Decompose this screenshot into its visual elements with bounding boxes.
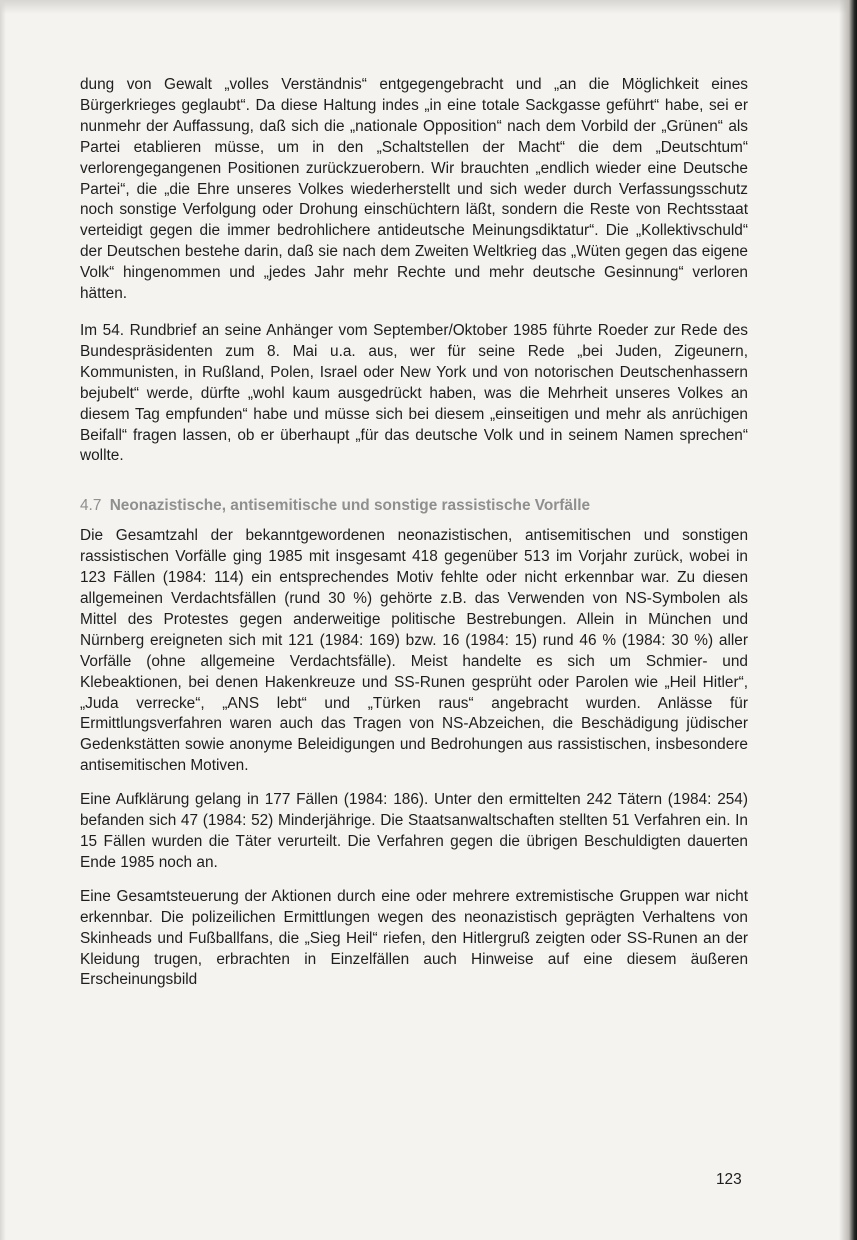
page-left-edge — [0, 0, 6, 1240]
paragraph-roeder-rundbrief: Im 54. Rundbrief an seine Anhänger vom September/Oktober 1985 führte Roeder zur Rede des Bundespräsidenten zum 8. Mai u.a. aus, wer für seine Rede „bei Juden, Zigeunern, Kommunisten, in Rußland, Polen, Israel oder New York und von notorischen Deutschenhassern bejubelt“ werde, dürfte „wohl kaum ausgedrückt haben, was die Mehrheit unseres Volkes an diesem Tag empfunden“ habe und müsse sich bei diesem „einseitigen und mehr als anrüchigen Beifall“ fragen lassen, ob er überhaupt „für das deutsche Volk und in seinem Namen sprechen“ wollte. — [80, 321, 748, 465]
page-binding-edge — [839, 0, 857, 1240]
paragraph-coordination: Eine Gesamtsteuerung der Aktionen durch eine oder mehrere extremistische Gruppen war nicht erkennbar. Die polizeilichen Ermittlungen wegen des neonazistisch geprägten Verhaltens von Skinheads und Fußballfans, die „Sieg Heil“ riefen, den Hitlergruß zeigten oder SS-Runen an der Kleidung trugen, erbrachten in Einzelfällen auch Hinweise auf eine diesem äußeren Erscheinungsbild — [80, 887, 748, 989]
section-number: 4.7 — [80, 497, 102, 515]
paragraph-clearance: Eine Aufklärung gelang in 177 Fällen (1984: 186). Unter den ermittelten 242 Tätern (1984: 254) befanden sich 47 (1984: 52) Minderjährige. Die Staatsanwaltschaften stellten 51 Verfahren ein. In 15 Fällen wurden die Täter verurteilt. Die Verfahren gegen die übrigen Beschuldigten dauerten Ende 1985 noch an. — [80, 791, 748, 871]
page-body — [80, 75, 748, 1004]
paragraph-continued: dung von Gewalt „volles Verständnis“ entgegengebracht und „an die Möglichkeit eines Bürgerkrieges geglaubt“. Da diese Haltung indes „in eine totale Sackgasse geführt“ habe, sei er nunmehr der Auffassung, daß sich die „nationale Opposition“ nach dem Vorbild der „Grünen“ als Partei etablieren müsse, um in den „Schaltstellen der Macht“ die dem „Deutschtum“ verlorengegangenen Positionen zurückzuerobern. Wir brauchten „endlich wieder eine Deutsche Partei“, die „die Ehre unseres Volkes wiederherstellt und sich weder durch Verfassungsschutz noch sonstige Verfolgung oder Drohung einschüchtern läßt, sondern die Reste von Rechtsstaat verteidigt gegen die immer bedrohlichere antideutsche Meinungsdiktatur“. Die „Kollektivschuld“ der Deutschen bestehe darin, daß sie nach dem Zweiten Weltkrieg das „Wüten gegen das eigene Volk“ hingenommen und „jedes Jahr mehr Rechte und mehr deutsche Gesinnung“ verloren hätten. — [80, 76, 748, 303]
section-title: Neonazistische, antisemitische und sonstige rassistische Vorfälle — [109, 497, 591, 515]
paragraph-statistics: Die Gesamtzahl der bekanntgewordenen neonazistischen, antisemitischen und sonstigen rassistischen Vorfälle ging 1985 mit insgesamt 418 gegenüber 513 im Vorjahr zurück, wobei in 123 Fällen (1984: 114) ein entsprechendes Motiv fehlte oder nicht erkennbar war. Zu diesen allgemeinen Verdachtsfällen (rund 30 %) gehörte z.B. das Verwenden von NS-Symbolen als Mittel des Protestes gegen anderweitige politische Bestrebungen. Allein in München und Nürnberg ereigneten sich mit 121 (1984: 169) bzw. 16 (1984: 15) rund 46 % (1984: 30 %) aller Vorfälle (ohne allgemeine Verdachtsfälle). Meist handelte es sich um Schmier- und Klebeaktionen, bei denen Hakenkreuze und SS-Runen gesprüht oder Parolen wie „Heil Hitler“, „Juda verrecke“, „ANS lebt“ und „Türken raus“ angebracht wurden. Anlässe für Ermittlungsverfahren waren auch das Tragen von NS-Abzeichen, die Beschädigung jüdischer Gedenkstätten sowie anonyme Beleidigungen und Bedrohungen aus rassistischen, insbesondere antisemitischen Motiven. — [80, 527, 748, 775]
page-number: 123 — [716, 1171, 742, 1188]
section-heading — [80, 495, 748, 516]
page-top-shadow — [0, 0, 857, 14]
